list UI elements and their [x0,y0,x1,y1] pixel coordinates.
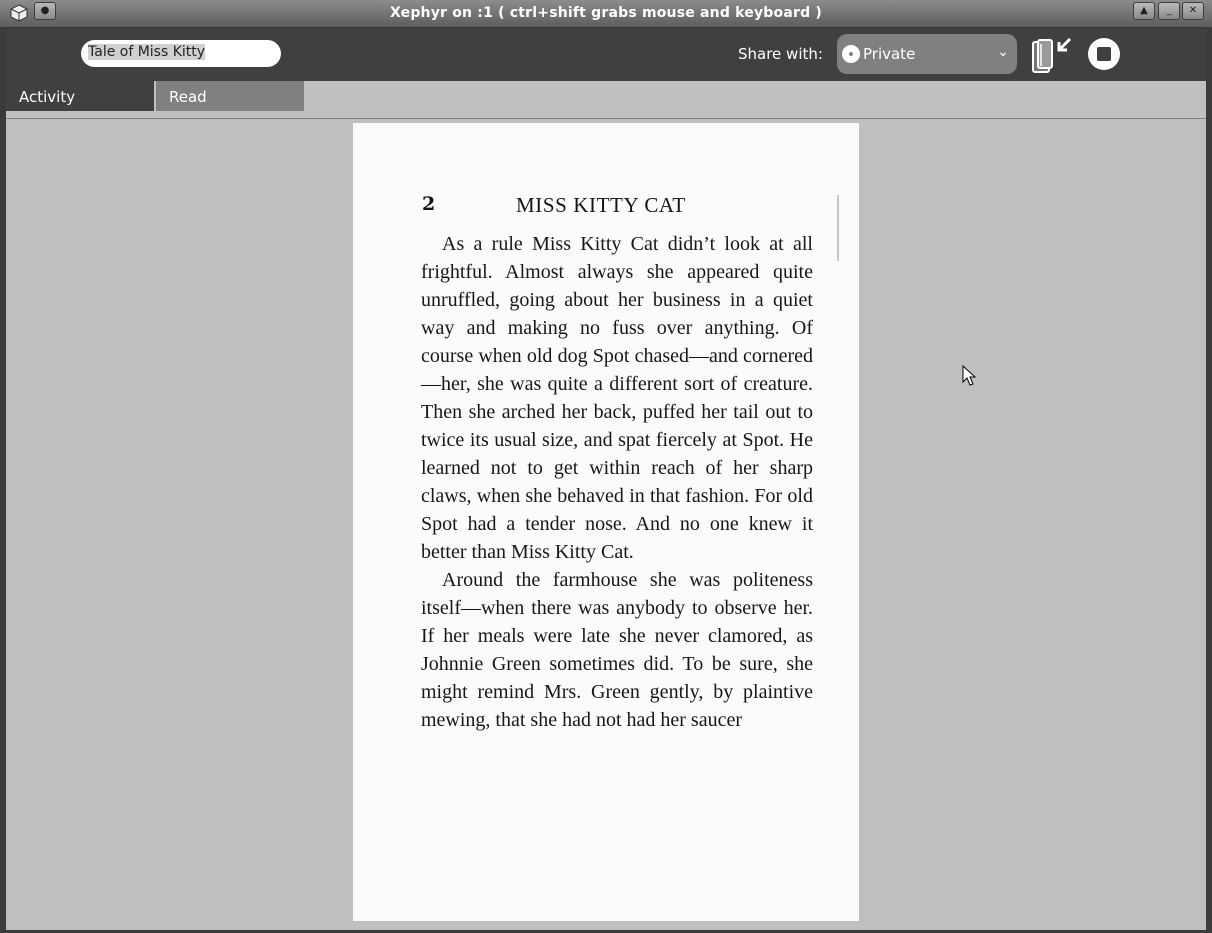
tab-read-label: Read [169,88,207,106]
circle-icon: ● [40,5,50,16]
window-titlebar[interactable] [0,0,1212,28]
close-icon: ✕ [1188,5,1198,16]
scan-edge-mark [837,195,839,261]
page-number: 2 [422,193,436,215]
chevron-down-icon: ⌄ [997,44,1009,60]
book-page [353,123,859,921]
paragraph: As a rule Miss Kitty Cat didn’t look at all frightful. Almost always she appeared quite unruffled, going about her business in a quiet way and making no fuss over anything. Of course when old dog Spot chased—and cornered—her, she was quite a different sort of creature. Then she arched her back, puffed her tail out to twice its usual size, and spat fiercely at Spot. He learned not to get within reach of her sharp claws, when she behaved in that fashion. For old Spot had a tender nose. And no one knew it better than Miss Kitty Cat. [421,233,813,563]
title-text: Tale of Miss Kitty [88,44,206,60]
minimize-icon: _ [1166,5,1172,16]
activity-title-input[interactable] [81,40,281,67]
stop-button[interactable] [1088,38,1120,70]
maximize-button[interactable] [1133,2,1155,20]
activity-toolbar [6,28,1206,81]
private-icon [842,45,860,63]
share-value: Private [863,45,916,63]
minimize-button[interactable] [1158,2,1180,20]
window-title: Xephyr on :1 ( ctrl+shift grabs mouse and keyboard ) [390,5,822,21]
share-select[interactable] [837,34,1017,74]
arrow-up-icon: ▲ [1140,5,1148,16]
activity-window [6,28,1206,930]
tab-read[interactable] [156,81,304,111]
share-label: Share with: [738,45,823,63]
page-body [421,230,813,734]
toolbar-tabs [6,81,1206,118]
page-heading: MISS KITTY CAT [516,193,686,217]
tab-activity-label: Activity [19,88,76,106]
close-button[interactable] [1182,2,1204,20]
tab-activity[interactable] [6,81,154,111]
mouse-pointer-icon [962,365,976,387]
document-viewer[interactable] [6,119,1206,930]
paragraph: Around the farmhouse she was politeness itself—when there was anybody to observe her. If her meals were late she never clamored, as Johnnie Green sometimes did. To be sure, she might remind Mrs. Green gently, by plaintive mewing, that she had not had her saucer [421,569,813,731]
journal-keep-icon[interactable] [1030,36,1074,74]
